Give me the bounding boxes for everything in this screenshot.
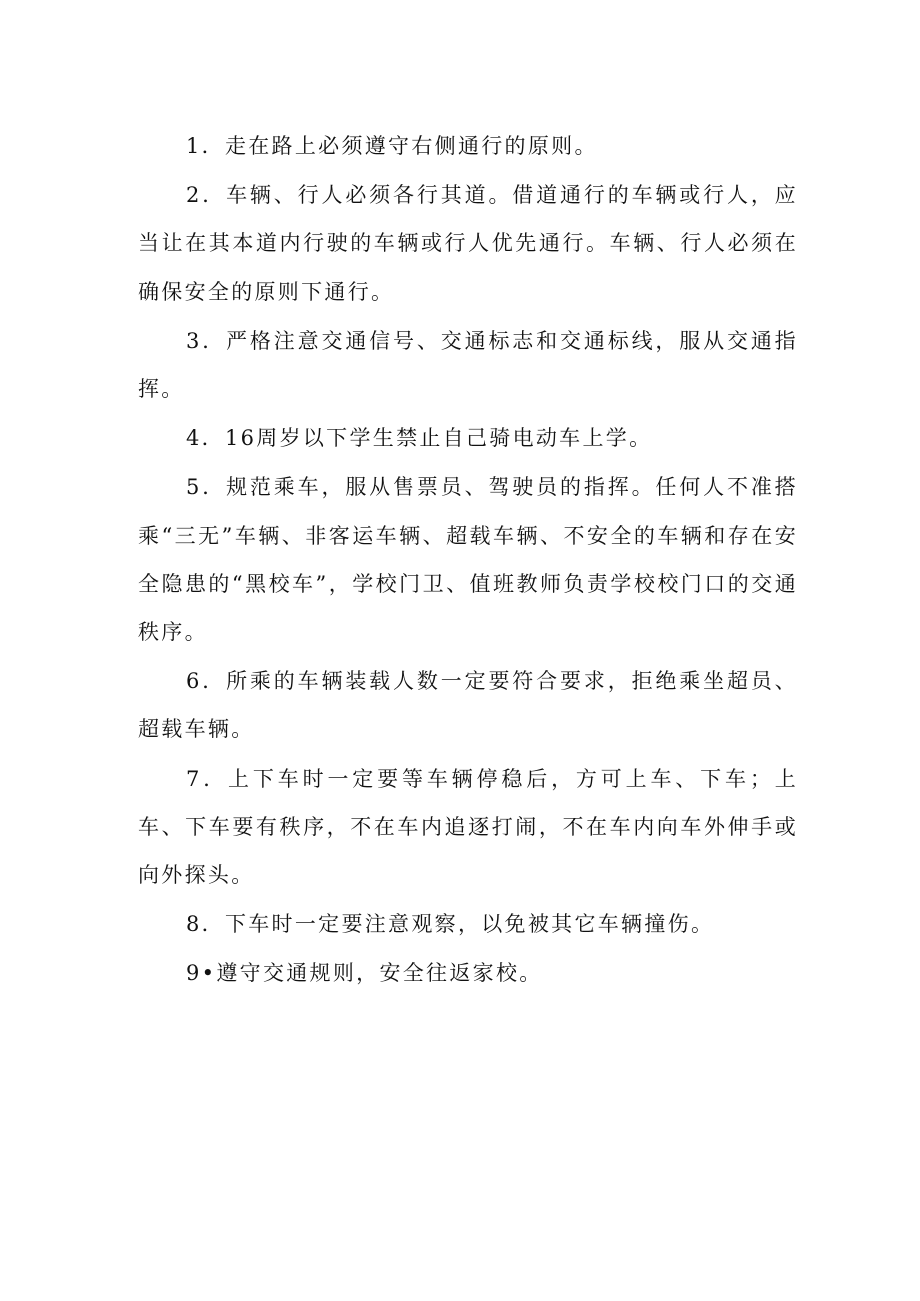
- rule-paragraph-4: 4．16周岁以下学生禁止自己骑电动车上学。: [186, 426, 653, 451]
- rule-paragraph-2: 2．车辆、行人必须各行其道。借道通行的车辆或行人，应当让在其本道内行驶的车辆或行人优先通行。车辆、行人必须在确保安全的原则下通行。: [138, 183, 798, 304]
- rule-paragraph-1: 1．走在路上必须遵守右侧通行的原则。: [186, 134, 598, 158]
- rule-paragraph-3: 3．严格注意交通信号、交通标志和交通标线，服从交通指挥。: [138, 328, 798, 402]
- rule-paragraph-9: 9•遵守交通规则，安全往返家校。: [186, 961, 543, 986]
- rule-paragraph-7: 7．上下车时一定要等车辆停稳后，方可上车、下车；上车、下车要有秩序，不在车内追逐打闹，不在车内向车外伸手或向外探头。: [138, 766, 798, 888]
- document-body: [138, 122, 798, 999]
- rule-paragraph-5: 5．规范乘车，服从售票员、驾驶员的指挥。任何人不准搭乘“三无”车辆、非客运车辆、超载车辆、不安全的车辆和存在安全隐患的“黑校车”，学校门卫、值班教师负责学校校门口的交通秩序。: [138, 475, 798, 645]
- rule-paragraph-8: 8．下车时一定要注意观察，以免被其它车辆撞伤。: [186, 912, 715, 937]
- rule-paragraph-6: 6．所乘的车辆装载人数一定要符合要求，拒绝乘坐超员、超载车辆。: [138, 669, 798, 742]
